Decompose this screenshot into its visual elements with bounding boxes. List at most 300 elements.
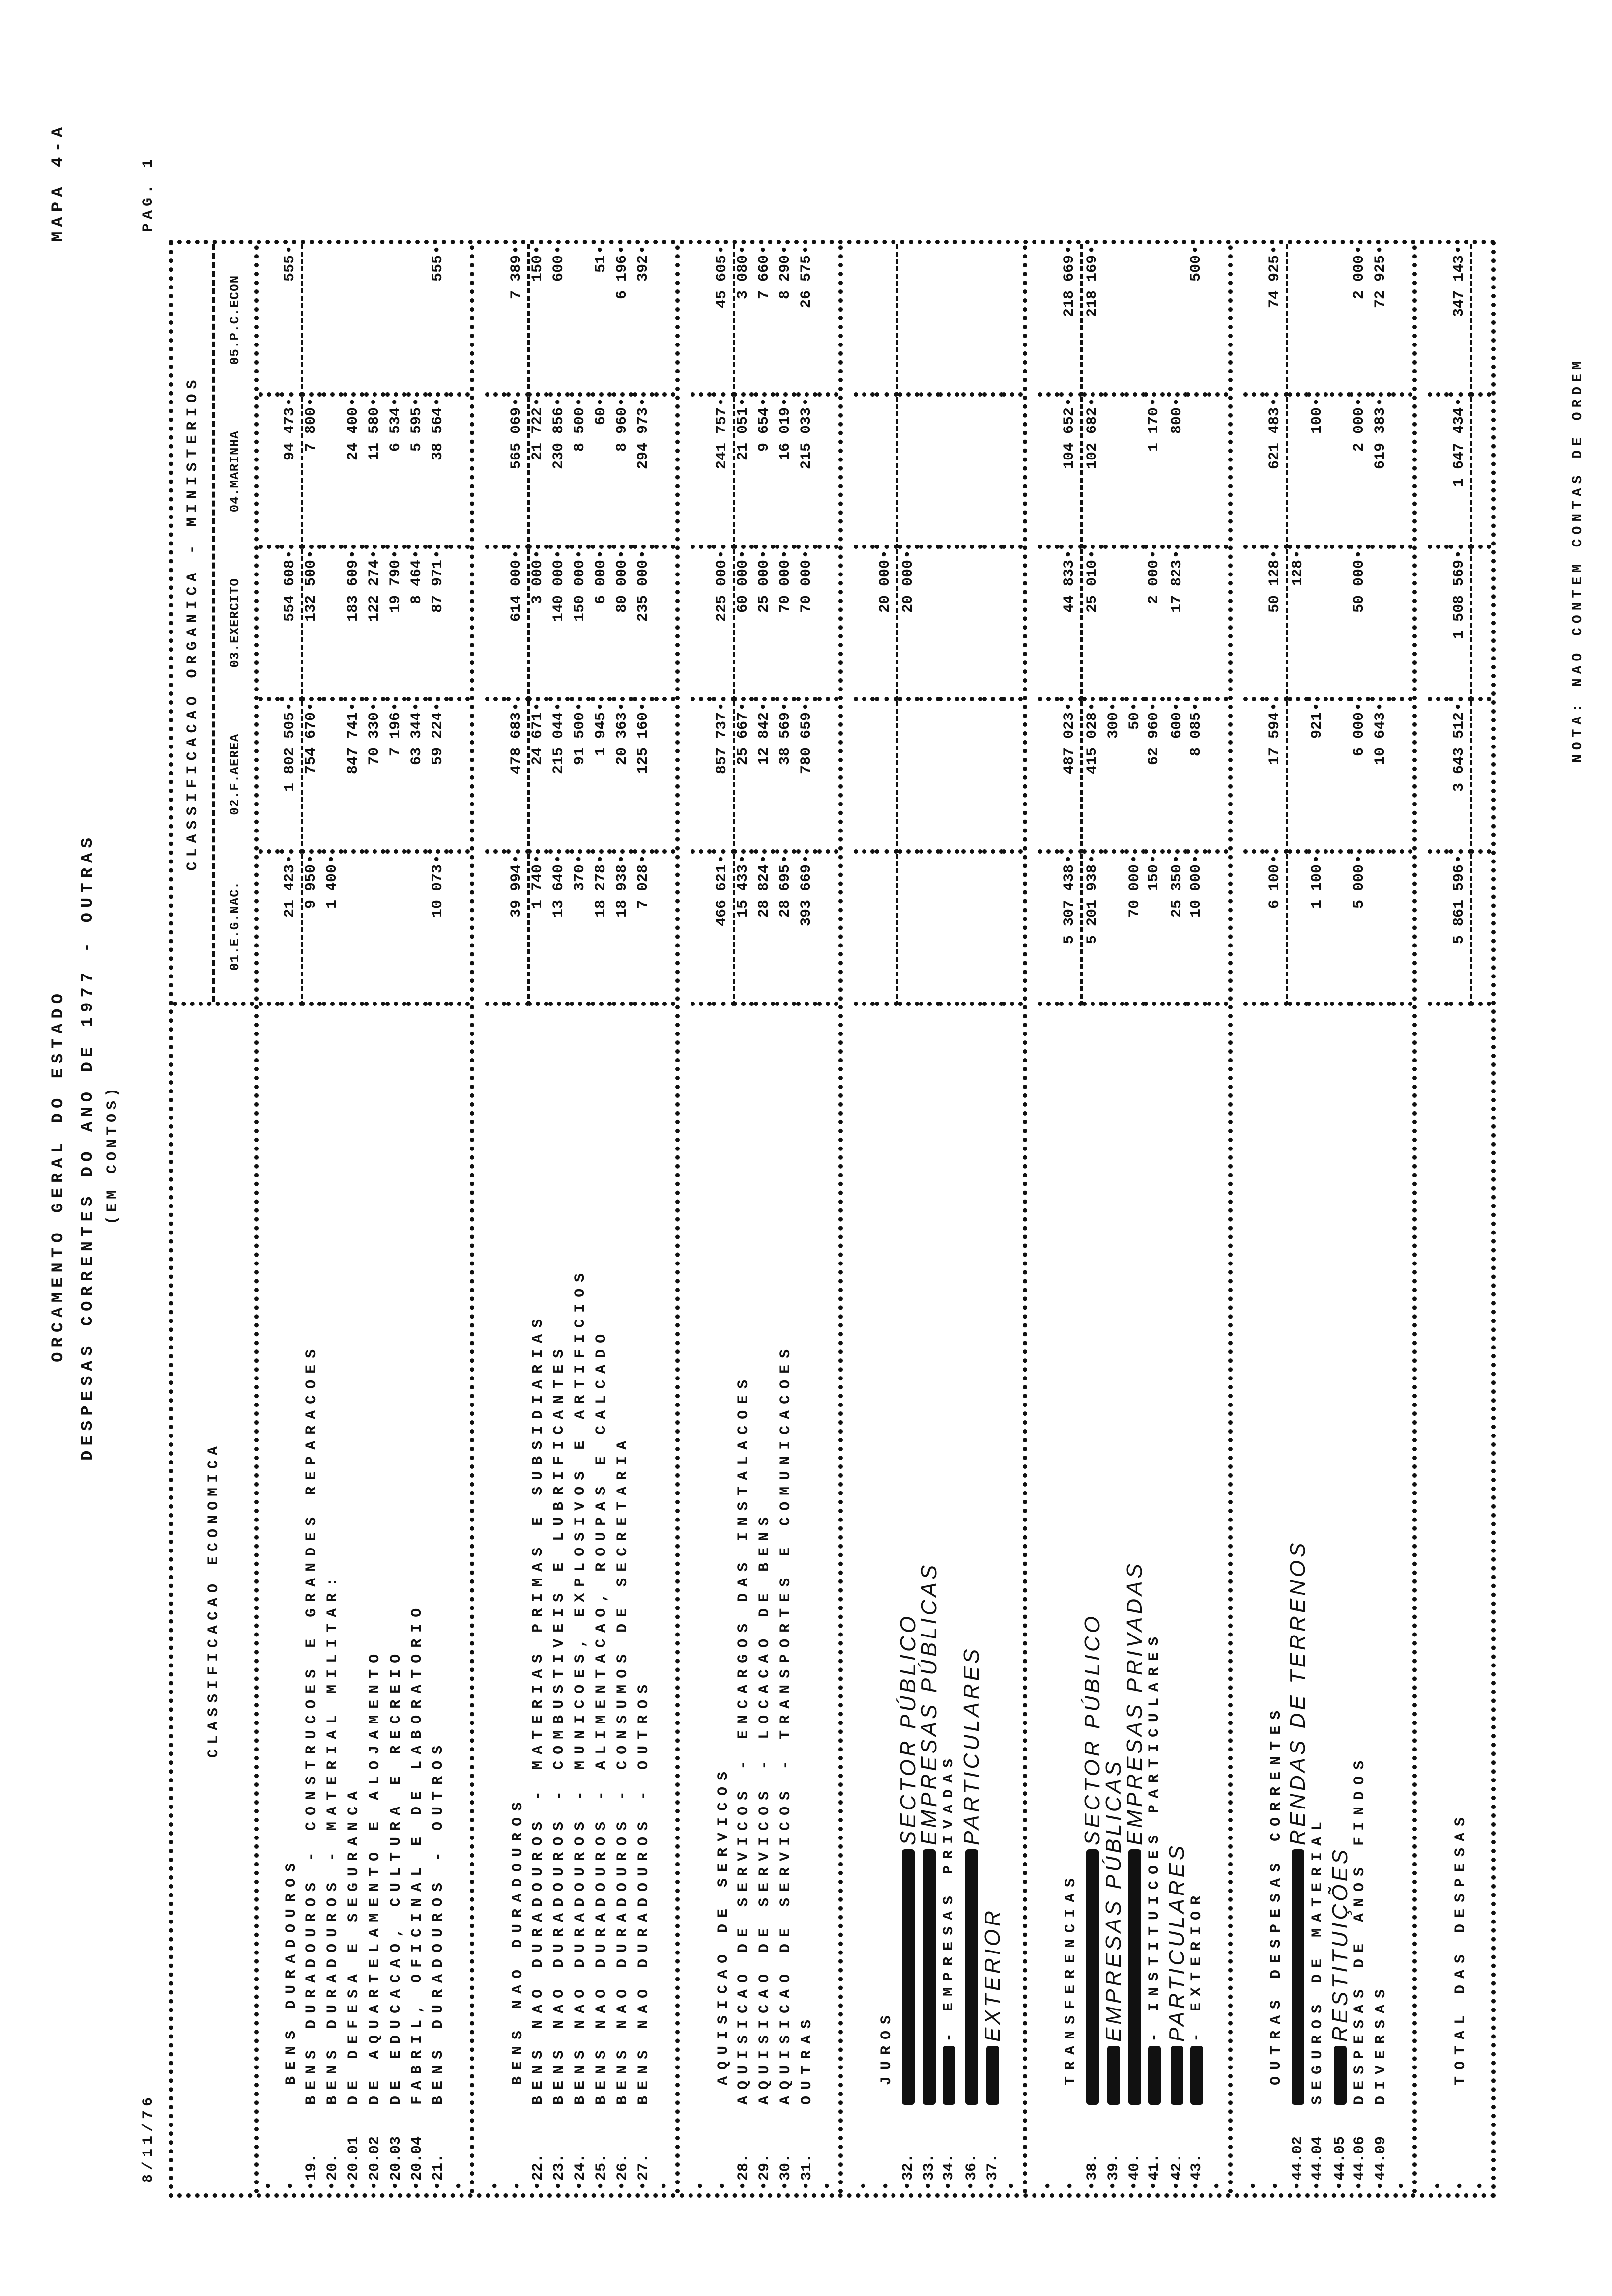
row-code [878,2105,895,2193]
row-label [572,1006,589,2105]
row-code: • 39. [1105,2105,1122,2193]
value-cell: 13 640 • [548,854,570,1006]
value-cell [1002,244,1023,397]
blank-row [817,244,838,2193]
value-cell: 44 833 • [1059,549,1083,701]
value-cell: 10 073 • [428,854,449,1006]
row-code [1063,2105,1079,2193]
value-cell: 3 080 • [733,244,754,397]
value-cell [1186,397,1207,549]
row-code: • 27. [635,2105,652,2193]
value-cell [1391,244,1412,397]
value-cell: 63 344 • [406,701,428,854]
handwritten-label: RESTITUIÇÕES [1328,1846,1352,2042]
row-label [878,1006,895,2105]
value-cell: 94 473 • [280,397,303,549]
value-cell [961,397,982,549]
row-label [510,1006,526,2105]
row-code: • 36. [963,2105,980,2193]
table-row [385,244,406,2193]
value-cell: 70 330 • [364,701,385,854]
value-cell [654,244,675,397]
ministry-columns [215,244,254,1002]
typed-label: OUTRAS DESPESAS CORRENTES [1268,1704,1285,2085]
row-label [735,1006,752,2105]
row-label [1123,1006,1147,2105]
typed-label: TRANSFERENCIAS [1063,1871,1079,2085]
organic-classification-header [173,244,254,1006]
value-cell [385,244,406,397]
value-cell: 70 000 • [1124,854,1146,1006]
value-cell: 215 044 • [548,701,570,854]
value-cell: 554 608 • [280,549,303,701]
value-cell: 2 000 • [1349,397,1370,549]
typed-label: - EMPRESAS PRIVADAS [940,1752,957,2042]
value-cell [1391,397,1412,549]
typed-label: FABRIL, OFICINAL E DE LABORATORIO [408,1602,426,2105]
value-cell: 39 994 • [506,854,530,1006]
value-cell [259,397,280,549]
blank-row [259,244,280,2193]
row-label [756,1006,773,2105]
value-cell [1207,701,1228,854]
ink-strikeout [1107,2046,1120,2105]
value-cell [1124,397,1146,549]
row-code [1209,2105,1226,2193]
value-cell: 6 000 • [1349,701,1370,854]
value-cell [1186,549,1207,701]
value-cell [1144,244,1165,397]
table-body [259,244,1491,2193]
typed-label: BENS DURADOUROS - MATERIAL MILITAR: [324,1571,341,2105]
value-cell: 393 669 • [796,854,817,1006]
typed-label: BENS NAO DURADOUROS - MATERIAS PRIMAS E SUBSIDIARIAS [529,1312,547,2105]
value-cell [259,549,280,701]
value-cell [817,397,838,549]
ink-strikeout [1171,2046,1183,2105]
row-code [451,2105,468,2193]
table-row [980,244,1005,2193]
typed-label: BENS NAO DURADOUROS - MUNICOES, EXPLOSIVOS E ARTIFICIOS [572,1266,589,2105]
table-row [959,244,983,2193]
value-cell [938,244,959,397]
handwritten-label: SECTOR PÚBLICO [896,1613,920,1845]
row-label [1165,1006,1189,2105]
value-cell: 28 695 • [775,854,796,1006]
handwritten-label: SECTOR PÚBLICO [1080,1613,1104,1845]
value-cell: 235 000 • [633,549,654,701]
table-row [591,244,612,2193]
value-cell [449,701,470,854]
value-cell: 45 605 • [712,244,735,397]
row-code: • 20.02 [367,2105,383,2193]
value-cell [1330,549,1351,701]
row-code: • 44.05 [1332,2105,1349,2193]
value-cell: 8 500 • [570,397,591,549]
row-label [1286,1006,1310,2105]
value-cell [1330,854,1351,1006]
table-row [796,244,817,2193]
table-row [633,244,654,2193]
blank-row [485,244,506,2193]
typed-label: AQUISICAO DE SERVICOS - ENCARGOS DAS INSTALACOES [735,1373,752,2105]
value-cell [898,854,919,1006]
value-cell [343,244,364,397]
table-row [548,244,570,2193]
ink-strikeout [1334,2046,1347,2105]
row-code [1040,2105,1057,2193]
row-code: • 38. [1084,2105,1101,2193]
value-cell: 619 383 • [1370,397,1391,549]
row-code [1394,2105,1410,2193]
ink-strikeout [923,1849,936,2105]
value-cell: 3 643 512 • [1449,701,1472,854]
value-cell: 19 790 • [385,549,406,701]
value-cell [1288,854,1309,1006]
value-cell [385,854,406,1006]
value-cell [1470,854,1491,1006]
row-label [980,1006,1005,2105]
table-row [301,244,322,2193]
value-cell [691,854,712,1006]
value-cell: 780 659 • [796,701,817,854]
value-cell [1470,397,1491,549]
table-row [1186,244,1207,2193]
row-code: • 23. [551,2105,568,2193]
value-cell [817,701,838,854]
value-cell: 1 100 • [1307,854,1328,1006]
value-cell: 128 • [1288,549,1309,701]
value-cell [1207,854,1228,1006]
row-label [635,1006,652,2105]
value-cell: 38 564 • [428,397,449,549]
value-cell [691,397,712,549]
typed-label: AQUISICAO DE SERVICOS - LOCACAO DE BENS [756,1510,773,2105]
value-cell: 125 160 • [633,701,654,854]
value-cell [449,854,470,1006]
value-cell [1038,397,1059,549]
row-code: • 44.06 [1352,2105,1368,2193]
group-total-row [1059,244,1080,2193]
value-cell [1038,701,1059,854]
value-cell [1391,854,1412,1006]
value-cell [1370,854,1391,1006]
value-cell [1428,854,1449,1006]
value-cell: 7 660 • [754,244,775,397]
row-code: • 43. [1188,2105,1205,2193]
table-row [1165,244,1189,2193]
value-cell: 24 400 • [343,397,364,549]
typed-label: DIVERSAS [1372,1982,1389,2105]
value-cell [1167,244,1188,397]
value-cell: 20 363 • [612,701,633,854]
value-cell [1470,701,1491,854]
value-cell [898,244,919,397]
typed-label: AQUISICAO DE SERVICOS - TRANSPORTES E COMUNICACOES [777,1343,794,2105]
value-cell: 60 • [591,397,612,549]
ministries-header: CLASSIFICACAO ORGANICA - MINISTERIOS [173,244,215,1002]
value-cell [982,854,1004,1006]
value-cell [982,244,1004,397]
value-cell [1391,701,1412,854]
value-cell [919,244,940,397]
value-cell: 555 • [428,244,449,397]
table-row [406,244,428,2193]
blank-row [1038,244,1059,2193]
value-cell [982,701,1004,854]
typed-label: BENS DURADOUROS - CONSTRUCOES E GRANDES REPARACOES [303,1343,320,2105]
value-cell [1243,549,1265,701]
typed-label: BENS DURADOUROS [283,1856,300,2085]
typed-label: BENS NAO DURADOUROS - OUTROS [635,1678,652,2105]
table-row [1144,244,1165,2193]
value-cell: 754 670 • [301,701,322,854]
table-row [343,244,364,2193]
print-date: 8/11/76 [140,2093,157,2183]
value-cell: 70 000 • [796,549,817,701]
value-cell [1103,854,1124,1006]
value-cell: 6 196 • [612,244,633,397]
value-cell: 25 000 • [754,549,775,701]
row-label [345,1006,362,2105]
row-code [1004,2105,1021,2193]
table-row [1286,244,1310,2193]
value-cell [1391,549,1412,701]
document-title: ORCAMENTO GERAL DO ESTADO [49,988,68,1362]
value-cell: 12 842 • [754,701,775,854]
value-cell [854,701,875,854]
table-row [775,244,796,2193]
value-cell [1470,244,1491,397]
value-cell: 74 925 • [1265,244,1288,397]
blank-row [691,244,712,2193]
value-cell: 15 433 • [733,854,754,1006]
row-label [715,1006,732,2105]
value-cell: 51 • [591,244,612,397]
ink-strikeout [902,1849,915,2105]
value-cell: 9 950 • [301,854,322,1006]
value-cell [322,701,343,854]
table-row [1349,244,1370,2193]
value-cell [485,854,506,1006]
row-code: • 20. [324,2105,341,2193]
blank-row [1428,244,1449,2193]
value-cell [1428,701,1449,854]
value-cell: 140 000 • [548,549,570,701]
value-cell: 28 824 • [754,854,775,1006]
value-cell: 370 • [570,854,591,1006]
row-label [614,1006,631,2105]
value-cell: 215 033 • [796,397,817,549]
row-label [777,1006,794,2105]
value-cell: 3 000 • [527,549,548,701]
row-separator [1228,244,1243,2193]
table-row [1370,244,1391,2193]
row-label [917,1006,942,2105]
row-code [1268,2105,1285,2193]
table-row [428,244,449,2193]
row-code [1472,2105,1489,2193]
row-label [430,1006,447,2105]
value-cell: 218 169 • [1082,244,1103,397]
value-cell: 2 000 • [1349,244,1370,397]
value-cell [817,549,838,701]
value-cell: 9 654 • [754,397,775,549]
typed-label: DESPESAS DE ANOS FINDOS [1351,1754,1368,2105]
value-cell [1243,701,1265,854]
value-cell: 800 • [1167,397,1188,549]
value-cell [961,244,982,397]
value-cell: 21 423 • [280,854,303,1006]
value-cell: 1 802 505 • [280,701,303,854]
value-cell [1243,854,1265,1006]
map-number: MAPA 4-A [49,122,68,242]
typed-label: DE EDUCACAO, CULTURA E RECREIO [387,1647,404,2105]
value-cell: 1 647 434 • [1449,397,1472,549]
value-cell [1330,701,1351,854]
table-row [1328,244,1352,2193]
value-cell [854,397,875,549]
row-separator [1023,244,1038,2193]
handwritten-label: PARTICULARES [959,1646,983,1845]
value-cell: 60 000 • [733,549,754,701]
typed-label: BENS DURADOUROS - OUTROS [430,1739,447,2105]
value-cell: 857 737 • [712,701,735,854]
value-cell: 132 500 • [301,549,322,701]
value-cell: 847 741 • [343,701,364,854]
value-cell [1038,244,1059,397]
row-label [1328,1006,1353,2105]
row-code: • 21. [430,2105,447,2193]
value-cell: 565 069 • [506,397,530,549]
value-cell: 347 143 • [1449,244,1472,397]
row-code: • 33. [921,2105,938,2193]
value-cell [364,244,385,397]
ink-strikeout [1128,1849,1141,2105]
value-cell: 18 278 • [591,854,612,1006]
value-cell: 183 609 • [343,549,364,701]
value-cell: 150 • [1144,854,1165,1006]
value-cell: 38 569 • [775,701,796,854]
row-code: • 20.03 [388,2105,404,2193]
typed-label: JUROS [878,2009,895,2085]
value-cell: 8 085 • [1186,701,1207,854]
row-code: • 20.01 [345,2105,362,2193]
value-cell: 555 • [280,244,303,397]
value-cell [1428,549,1449,701]
value-cell: 614 000 • [506,549,530,701]
value-cell [1103,549,1124,701]
value-cell [1207,397,1228,549]
row-separator [838,244,854,2193]
value-cell [691,701,712,854]
value-cell [898,397,919,549]
value-cell: 59 224 • [428,701,449,854]
value-cell: 225 000 • [712,549,735,701]
typed-label: BENS NAO DURADOUROS - COMBUSTIVEIS E LUBRIFICANTES [550,1343,568,2105]
table-row [1307,244,1328,2193]
value-cell: 91 500 • [570,701,591,854]
value-cell [654,854,675,1006]
value-cell: 8 290 • [775,244,796,397]
value-cell [875,244,898,397]
row-code: • 41. [1146,2105,1163,2193]
typed-label: - INSTITUICOES PARTICULARES [1146,1630,1163,2042]
value-cell [1103,244,1124,397]
value-cell: 294 973 • [633,397,654,549]
group-total-row [875,244,896,2193]
value-cell [1330,244,1351,397]
handwritten-label: EMPRESAS PRIVADAS [1123,1561,1147,1845]
row-label [1146,1006,1163,2105]
blank-row [1391,244,1412,2193]
value-cell: 72 925 • [1370,244,1391,397]
value-cell: 6 000 • [591,549,612,701]
value-cell [1038,549,1059,701]
value-cell: 17 594 • [1265,701,1288,854]
ink-strikeout [1086,1849,1099,2105]
value-cell: 466 621 • [712,854,735,1006]
expense-table [169,240,1496,2198]
value-cell [1307,244,1328,397]
row-label [1309,1006,1326,2105]
table-row [322,244,343,2193]
row-code [488,2105,504,2193]
value-cell [259,244,280,397]
row-code: • 20.04 [409,2105,426,2193]
typed-label: BENS NAO DURADOUROS - CONSUMOS DE SECRETARIA [614,1434,631,2105]
value-cell: 5 201 938 • [1082,854,1103,1006]
row-code: • 25. [593,2105,610,2193]
value-cell [301,244,322,397]
value-cell: 10 643 • [1370,701,1391,854]
value-cell [322,244,343,397]
row-label [283,1006,300,2105]
value-cell [854,244,875,397]
column-header: 05.P.C.ECON [227,275,242,365]
value-cell: 50 128 • [1265,549,1288,701]
row-separator [675,244,691,2193]
value-cell [1207,244,1228,397]
value-cell [259,701,280,854]
value-cell: 8 464 • [406,549,428,701]
value-cell [1038,854,1059,1006]
value-cell [1428,244,1449,397]
row-label [941,1006,957,2105]
blank-row [654,244,675,2193]
value-cell: 921 • [1307,701,1328,854]
row-code: • 24. [572,2105,589,2193]
value-cell: 26 575 • [796,244,817,397]
units-label: (EM CONTOS) [104,1084,121,1225]
blank-row [449,244,470,2193]
value-cell: 11 580 • [364,397,385,549]
value-cell [485,397,506,549]
value-cell [485,701,506,854]
row-code: • 37. [984,2105,1001,2193]
handwritten-label: PARTICULARES [1165,1842,1189,2042]
group-total-row [1449,244,1470,2193]
typed-label: - EXTERIOR [1188,1889,1205,2042]
table-row [527,244,548,2193]
value-cell: 600 • [548,244,570,397]
table-header [173,244,259,2193]
value-cell [322,549,343,701]
column-header: 01.E.G.NAC. [227,881,242,971]
value-cell [691,244,712,397]
value-cell: 241 757 • [712,397,735,549]
value-cell [961,854,982,1006]
